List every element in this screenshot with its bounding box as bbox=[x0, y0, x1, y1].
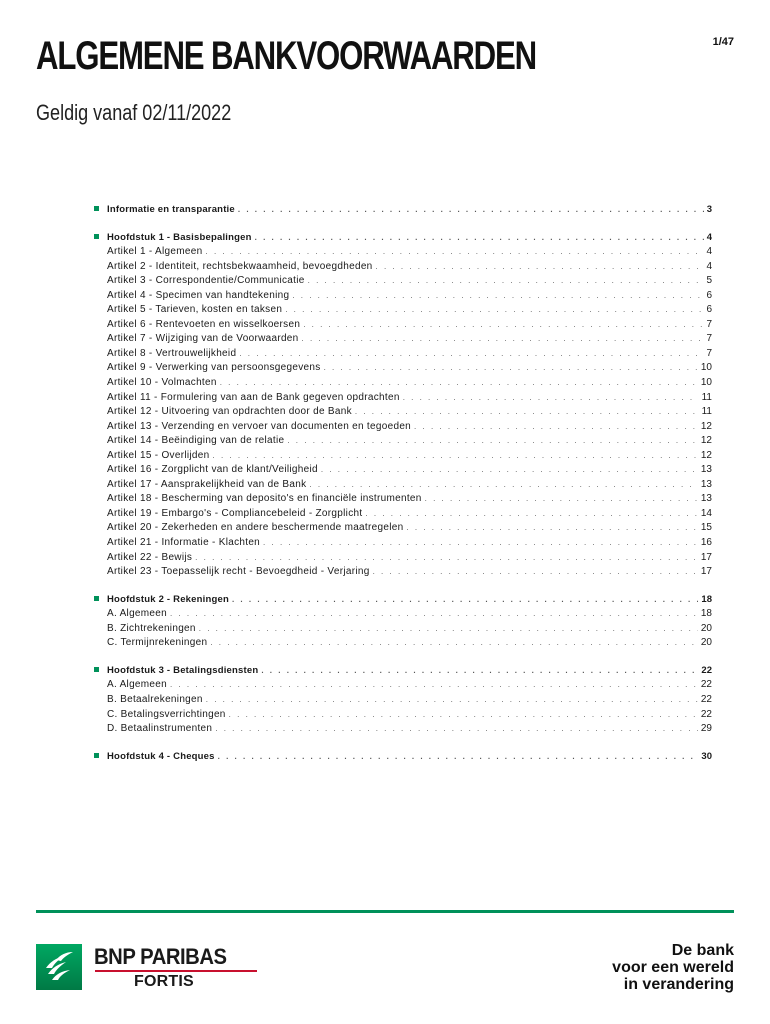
toc-page-number: 3 bbox=[706, 204, 712, 215]
brand-subname: FORTIS bbox=[134, 973, 194, 990]
toc-label: Artikel 17 - Aansprakelijkheid van de Bank bbox=[107, 478, 307, 490]
toc-leader-dots bbox=[406, 523, 697, 532]
toc-chapter-row bbox=[94, 665, 712, 680]
toc-leader-dots bbox=[232, 595, 698, 604]
toc-label: Hoofdstuk 1 - Basisbepalingen bbox=[107, 231, 252, 243]
toc-article-row bbox=[94, 493, 712, 508]
toc-leader-dots bbox=[321, 465, 698, 474]
validity-subtitle: Geldig vanaf 02/11/2022 bbox=[36, 100, 232, 125]
toc-article-row bbox=[94, 333, 712, 348]
toc-page-number: 10 bbox=[700, 362, 712, 374]
toc-page-number: 17 bbox=[700, 551, 712, 563]
toc-article-row bbox=[94, 537, 712, 552]
toc-page-number: 11 bbox=[701, 391, 712, 403]
toc-label: C. Betalingsverrichtingen bbox=[107, 708, 226, 720]
toc-label: Artikel 7 - Wijziging van de Voorwaarden bbox=[107, 333, 299, 345]
square-bullet-icon bbox=[94, 667, 99, 672]
slogan-line: in verandering bbox=[623, 976, 734, 993]
toc-page-number: 13 bbox=[700, 464, 712, 476]
toc-label: Hoofdstuk 2 - Rekeningen bbox=[107, 593, 229, 605]
toc-label: Artikel 13 - Verzending en vervoer van documenten en tegoeden bbox=[107, 420, 412, 432]
toc-chapter-row bbox=[94, 751, 712, 766]
toc-leader-dots bbox=[285, 305, 703, 314]
toc-article-row bbox=[94, 479, 712, 494]
toc-article-row bbox=[94, 608, 712, 623]
toc-article-row bbox=[94, 522, 712, 537]
toc-page-number: 12 bbox=[700, 435, 712, 447]
toc-chapter-row bbox=[94, 204, 712, 219]
toc-label: Artikel 9 - Verwerking van persoonsgegevens bbox=[107, 362, 321, 374]
toc-article-row bbox=[94, 362, 712, 377]
toc-label: B. Zichtrekeningen bbox=[107, 622, 196, 634]
toc-leader-dots bbox=[229, 710, 698, 719]
toc-page-number: 6 bbox=[706, 304, 712, 316]
toc-page-number: 13 bbox=[700, 493, 712, 505]
toc-leader-dots bbox=[365, 509, 697, 518]
toc-page-number: 22 bbox=[700, 708, 712, 720]
toc-leader-dots bbox=[206, 695, 698, 704]
toc-article-row bbox=[94, 723, 712, 738]
page-number: 1/47 bbox=[712, 36, 734, 48]
toc-label: Artikel 6 - Rentevoeten en wisselkoersen bbox=[107, 318, 301, 330]
slogan-line: De bank bbox=[671, 942, 734, 959]
toc-label: Artikel 3 - Correspondentie/Communicatie bbox=[107, 275, 305, 287]
toc-label: Artikel 2 - Identiteit, rechtsbekwaamheid, bevoegdheden bbox=[107, 260, 373, 272]
toc-leader-dots bbox=[324, 363, 698, 372]
slogan bbox=[612, 942, 734, 993]
toc-article-row bbox=[94, 304, 712, 319]
toc-article-row bbox=[94, 637, 712, 652]
toc-leader-dots bbox=[215, 724, 698, 733]
toc-article-row bbox=[94, 679, 712, 694]
toc-article-row bbox=[94, 246, 712, 261]
toc-leader-dots bbox=[170, 609, 698, 618]
toc-page-number: 29 bbox=[700, 723, 712, 735]
toc-page-number: 13 bbox=[700, 478, 712, 490]
toc-leader-dots bbox=[206, 247, 704, 256]
footer-divider bbox=[36, 910, 734, 913]
toc-label: Artikel 5 - Tarieven, kosten en taksen bbox=[107, 304, 283, 316]
toc-label: D. Betaalinstrumenten bbox=[107, 723, 213, 735]
toc-label: Artikel 22 - Bewijs bbox=[107, 551, 193, 563]
toc-chapter-row bbox=[94, 594, 712, 609]
toc-label: Artikel 14 - Beëindiging van de relatie bbox=[107, 435, 285, 447]
toc-leader-dots bbox=[263, 538, 698, 547]
toc-leader-dots bbox=[403, 393, 699, 402]
toc-page-number: 30 bbox=[701, 750, 712, 762]
toc-page-number: 6 bbox=[706, 289, 712, 301]
toc-article-row bbox=[94, 709, 712, 724]
toc-page-number: 7 bbox=[706, 333, 712, 345]
toc-page-number: 20 bbox=[700, 622, 712, 634]
toc-page-number: 17 bbox=[700, 566, 712, 578]
toc-article-row bbox=[94, 694, 712, 709]
toc-page-number: 7 bbox=[706, 318, 712, 330]
toc-leader-dots bbox=[425, 494, 698, 503]
toc-page-number: 12 bbox=[700, 449, 712, 461]
toc-leader-dots bbox=[199, 624, 698, 633]
toc-leader-dots bbox=[376, 262, 704, 271]
toc-article-row bbox=[94, 464, 712, 479]
toc-leader-dots bbox=[220, 378, 698, 387]
toc-label: Artikel 10 - Volmachten bbox=[107, 377, 217, 389]
square-bullet-icon bbox=[94, 206, 99, 211]
toc-page-number: 22 bbox=[701, 664, 712, 676]
toc-article-row bbox=[94, 348, 712, 363]
toc-label: A. Algemeen bbox=[107, 679, 168, 691]
toc-article-row bbox=[94, 392, 712, 407]
toc-label: Artikel 11 - Formulering van aan de Bank gegeven opdrachten bbox=[107, 391, 400, 403]
toc-article-row bbox=[94, 435, 712, 450]
toc-label: Artikel 15 - Overlijden bbox=[107, 449, 210, 461]
toc-page-number: 15 bbox=[700, 522, 712, 534]
toc-label: Artikel 23 - Toepasselijk recht - Bevoegdheid - Verjaring bbox=[107, 566, 370, 578]
brand-name: BNP PARIBAS bbox=[94, 944, 227, 969]
toc-page-number: 4 bbox=[706, 246, 712, 258]
toc-page-number: 16 bbox=[700, 537, 712, 549]
toc-label: Artikel 8 - Vertrouwelijkheid bbox=[107, 347, 237, 359]
toc-article-row bbox=[94, 290, 712, 305]
toc-label: Artikel 19 - Embargo's - Compliancebeleid - Zorgplicht bbox=[107, 507, 363, 519]
toc-leader-dots bbox=[255, 233, 704, 242]
toc-leader-dots bbox=[261, 666, 698, 675]
brand-underline bbox=[95, 970, 257, 972]
toc-label: B. Betaalrekeningen bbox=[107, 693, 203, 705]
toc-page-number: 4 bbox=[706, 260, 712, 272]
toc-leader-dots bbox=[292, 291, 703, 300]
slogan-line: voor een wereld bbox=[612, 959, 734, 976]
toc-label: Artikel 16 - Zorgplicht van de klant/Veiligheid bbox=[107, 464, 318, 476]
toc-chapter-row bbox=[94, 232, 712, 247]
toc-leader-dots bbox=[302, 334, 704, 343]
toc-page-number: 12 bbox=[700, 420, 712, 432]
toc-label: Artikel 21 - Informatie - Klachten bbox=[107, 537, 261, 549]
toc-leader-dots bbox=[287, 436, 698, 445]
table-of-contents bbox=[94, 204, 712, 765]
toc-leader-dots bbox=[355, 407, 699, 416]
toc-page-number: 22 bbox=[700, 679, 712, 691]
toc-label: A. Algemeen bbox=[107, 608, 168, 620]
toc-article-row bbox=[94, 450, 712, 465]
toc-leader-dots bbox=[308, 276, 704, 285]
toc-label: Artikel 12 - Uitvoering van opdrachten door de Bank bbox=[107, 406, 352, 418]
toc-leader-dots bbox=[309, 480, 698, 489]
toc-page-number: 22 bbox=[700, 693, 712, 705]
toc-leader-dots bbox=[210, 638, 698, 647]
toc-leader-dots bbox=[239, 349, 703, 358]
toc-leader-dots bbox=[373, 567, 698, 576]
toc-label: Hoofdstuk 4 - Cheques bbox=[107, 750, 215, 762]
square-bullet-icon bbox=[94, 596, 99, 601]
toc-page-number: 18 bbox=[700, 608, 712, 620]
toc-article-row bbox=[94, 421, 712, 436]
toc-label: Artikel 1 - Algemeen bbox=[107, 246, 203, 258]
toc-page-number: 11 bbox=[701, 406, 712, 418]
toc-leader-dots bbox=[170, 680, 698, 689]
toc-page-number: 7 bbox=[706, 347, 712, 359]
toc-label: Artikel 18 - Bescherming van deposito's en financiële instrumenten bbox=[107, 493, 422, 505]
toc-leader-dots bbox=[238, 205, 704, 214]
toc-article-row bbox=[94, 319, 712, 334]
toc-page-number: 4 bbox=[706, 231, 712, 243]
toc-page-number: 5 bbox=[706, 275, 712, 287]
toc-article-row bbox=[94, 261, 712, 276]
toc-article-row bbox=[94, 377, 712, 392]
toc-label: Hoofdstuk 3 - Betalingsdiensten bbox=[107, 664, 259, 676]
square-bullet-icon bbox=[94, 234, 99, 239]
toc-label: Artikel 20 - Zekerheden en andere beschermende maatregelen bbox=[107, 522, 404, 534]
toc-article-row bbox=[94, 406, 712, 421]
toc-leader-dots bbox=[218, 752, 699, 761]
toc-label: Informatie en transparantie bbox=[107, 204, 235, 215]
toc-article-row bbox=[94, 623, 712, 638]
square-bullet-icon bbox=[94, 753, 99, 758]
toc-article-row bbox=[94, 508, 712, 523]
toc-page-number: 10 bbox=[700, 377, 712, 389]
bnp-logo-icon bbox=[36, 944, 82, 990]
toc-page-number: 18 bbox=[701, 593, 712, 605]
toc-article-row bbox=[94, 275, 712, 290]
toc-leader-dots bbox=[303, 320, 703, 329]
toc-leader-dots bbox=[414, 422, 698, 431]
toc-leader-dots bbox=[195, 553, 698, 562]
toc-label: C. Termijnrekeningen bbox=[107, 637, 208, 649]
toc-leader-dots bbox=[213, 451, 698, 460]
toc-page-number: 20 bbox=[700, 637, 712, 649]
toc-page-number: 14 bbox=[700, 507, 712, 519]
toc-article-row bbox=[94, 566, 712, 581]
toc-article-row bbox=[94, 552, 712, 567]
toc-label: Artikel 4 - Specimen van handtekening bbox=[107, 289, 290, 301]
document-title: ALGEMENE BANKVOORWAARDEN bbox=[36, 34, 537, 78]
